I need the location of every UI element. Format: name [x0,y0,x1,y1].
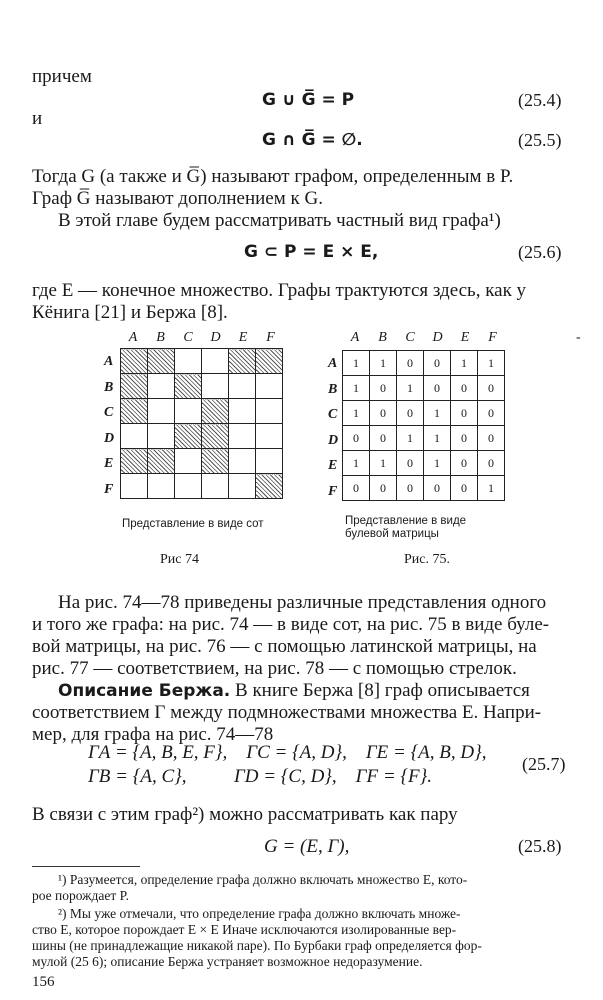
grid-cell: 0 [370,376,397,401]
equation-25-7-row-1: ΓA = {A, B, E, F}, ΓC = {A, D}, ΓE = {A, B, D}, [88,742,487,763]
grid-row [121,349,283,374]
grid-cell: 0 [397,401,424,426]
equation-number-25-8: (25.8) [518,836,562,856]
row-label: C [104,405,114,420]
paragraph-line: и того же графа: на рис. 74 — в виде сот, на рис. 75 в виде буле- [32,614,550,635]
grid-cell [121,349,148,374]
grid-cell: 0 [478,376,505,401]
grid-cell [229,449,256,474]
section-heading-berge: Описание Бержа. [58,681,231,701]
row-label: F [328,483,338,499]
column-label: E [238,330,248,345]
paragraph-line: мер, для графа на рис. 74—78 [32,724,274,745]
equation-number-25-7: (25.7) [522,754,566,774]
grid-row [121,424,283,449]
footnote-divider [32,866,140,867]
paragraph-line: где E — конечное множество. Графы трактуются здесь, как у [32,280,527,301]
grid-cell [202,399,229,424]
grid-cell [202,449,229,474]
paragraph-line: соответствием Γ между подмножествами множества E. Напри- [32,702,542,723]
column-label: C [405,330,415,345]
row-label: A [328,356,338,371]
grid-row [343,451,505,476]
grid-cell: 0 [397,351,424,376]
grid-cell: 1 [478,351,505,376]
grid-cell [121,399,148,424]
grid-cell: 1 [478,476,505,501]
row-label: D [104,430,115,446]
grid-row [121,374,283,399]
grid-cell [148,374,175,399]
column-label: A [350,330,360,345]
grid-cell: 0 [397,451,424,476]
grid-cell [148,449,175,474]
paragraph-line: В связи с этим граф²) можно рассматривать как пару [32,804,458,825]
fig75-caption-line-1: Представление в виде [345,515,467,527]
grid-cell: 0 [343,476,370,501]
footnote-2-line: шины (не принадлежащие никакой паре). По Бурбаки граф определяется фор- [32,938,482,953]
grid-cell: 0 [478,401,505,426]
footnote-1-line: рое порождает P. [32,888,130,903]
grid-cell [148,474,175,499]
fig75-boolean-matrix [342,350,505,501]
grid-cell [121,424,148,449]
equation-25-8: G = (E, Γ), [264,836,350,857]
grid-cell [121,374,148,399]
grid-cell [256,374,283,399]
fig74-honeycomb-grid [120,348,283,499]
grid-cell [148,349,175,374]
paragraph-line: В этой главе будем рассматривать частный вид графа¹) [58,210,501,231]
equation-number-25-5: (25.5) [518,130,562,150]
grid-cell: 1 [397,426,424,451]
paragraph-text: В книге Бержа [8] граф описывается [230,680,530,701]
row-label: C [328,407,338,422]
paragraph-line [58,680,530,702]
paragraph-line: вой матрицы, на рис. 76 — с помощью латинской матрицы, на [32,636,537,657]
row-label: B [104,379,114,395]
grid-cell [229,399,256,424]
column-label: B [156,330,165,345]
grid-cell: 1 [343,351,370,376]
grid-row [343,476,505,501]
grid-cell: 0 [424,476,451,501]
grid-cell: 0 [424,376,451,401]
paragraph-line: Тогда G (а также и G̅) называют графом, определенным в P. [32,166,514,187]
grid-cell [229,424,256,449]
grid-cell: 0 [451,451,478,476]
grid-cell: 0 [451,426,478,451]
grid-cell [256,449,283,474]
grid-cell: 1 [424,451,451,476]
row-label: E [328,458,338,473]
grid-cell [175,449,202,474]
grid-cell [256,349,283,374]
grid-cell [202,349,229,374]
paragraph-line: На рис. 74—78 приведены различные представления одного [58,592,547,613]
grid-cell [175,474,202,499]
equation-number-25-4: (25.4) [518,90,562,110]
grid-cell: 1 [424,401,451,426]
equation-25-7-row-2: ΓB = {A, C}, ΓD = {C, D}, ΓF = {F}. [88,766,432,787]
row-label: A [104,354,114,369]
grid-cell: 0 [478,451,505,476]
grid-cell: 0 [370,476,397,501]
grid-cell [175,374,202,399]
column-label: F [488,330,497,345]
column-label: E [460,330,470,345]
grid-cell [175,424,202,449]
column-label: F [266,330,275,345]
grid-cell [229,374,256,399]
word-prichem: причем [32,66,92,87]
grid-cell: 1 [343,401,370,426]
grid-cell: 1 [343,376,370,401]
paragraph-line: рис. 77 — соответствием, на рис. 78 — с помощью стрелок. [32,658,517,679]
grid-cell: 1 [370,451,397,476]
fig74-caption: Представление в виде сот [122,518,264,530]
grid-cell [148,399,175,424]
grid-cell: 1 [343,451,370,476]
row-label: E [104,456,114,471]
word-i: и [32,108,43,129]
grid-cell: 0 [370,401,397,426]
footnote-2-line: ство E, которое порождает E × E Иначе исключаются изолированные вер- [32,922,457,937]
grid-cell [175,399,202,424]
grid-cell [256,399,283,424]
grid-cell: 1 [397,376,424,401]
grid-cell [202,474,229,499]
grid-cell: 1 [451,351,478,376]
page-number: 156 [32,974,55,990]
row-label: D [328,432,339,448]
column-label: D [210,330,221,345]
equation-25-5: G ∩ G̅ = ∅. [262,130,363,150]
paragraph-line: Кёнига [21] и Бержа [8]. [32,302,228,323]
grid-cell: 0 [343,426,370,451]
grid-row [343,426,505,451]
grid-cell [121,449,148,474]
grid-cell [229,474,256,499]
equation-25-6: G ⊂ P = E × E, [244,242,379,262]
grid-row [121,474,283,499]
grid-cell [256,424,283,449]
grid-cell: 0 [451,401,478,426]
column-label: D [432,330,443,345]
equation-25-4: G ∪ G̅ = P [262,90,355,110]
grid-cell [175,349,202,374]
grid-cell [148,424,175,449]
row-label: F [104,481,114,497]
footnote-2-line: ²) Мы уже отмечали, что определение графа должно включать множе- [58,906,461,921]
grid-cell: 1 [370,351,397,376]
grid-row [343,401,505,426]
grid-cell: 0 [451,476,478,501]
footnote-2-line: мулой (25 6); описание Бержа устраняет возможное недоразумение. [32,954,423,969]
fig75-caption-line-2: булевой матрицы [345,528,439,540]
grid-cell: 0 [451,376,478,401]
column-label: A [128,330,138,345]
fig75-label: Рис. 75. [404,552,450,567]
column-label: C [183,330,193,345]
row-label: B [328,381,338,397]
paragraph-line: Граф G̅ называют дополнением к G. [32,188,323,209]
grid-cell: 0 [370,426,397,451]
grid-row [121,449,283,474]
grid-cell: 0 [397,476,424,501]
grid-cell [229,349,256,374]
grid-cell [121,474,148,499]
fig74-label: Рис 74 [160,552,199,567]
grid-cell [202,374,229,399]
equation-number-25-6: (25.6) [518,242,562,262]
grid-cell: 1 [424,426,451,451]
grid-cell [202,424,229,449]
grid-row [343,351,505,376]
grid-cell: 0 [424,351,451,376]
grid-row [343,376,505,401]
footnote-1-line: ¹) Разумеется, определение графа должно включать множество E, кото- [58,872,468,887]
grid-cell: 0 [478,426,505,451]
grid-row [121,399,283,424]
column-label: B [378,330,387,345]
stray-mark: - [576,330,581,345]
grid-cell [256,474,283,499]
